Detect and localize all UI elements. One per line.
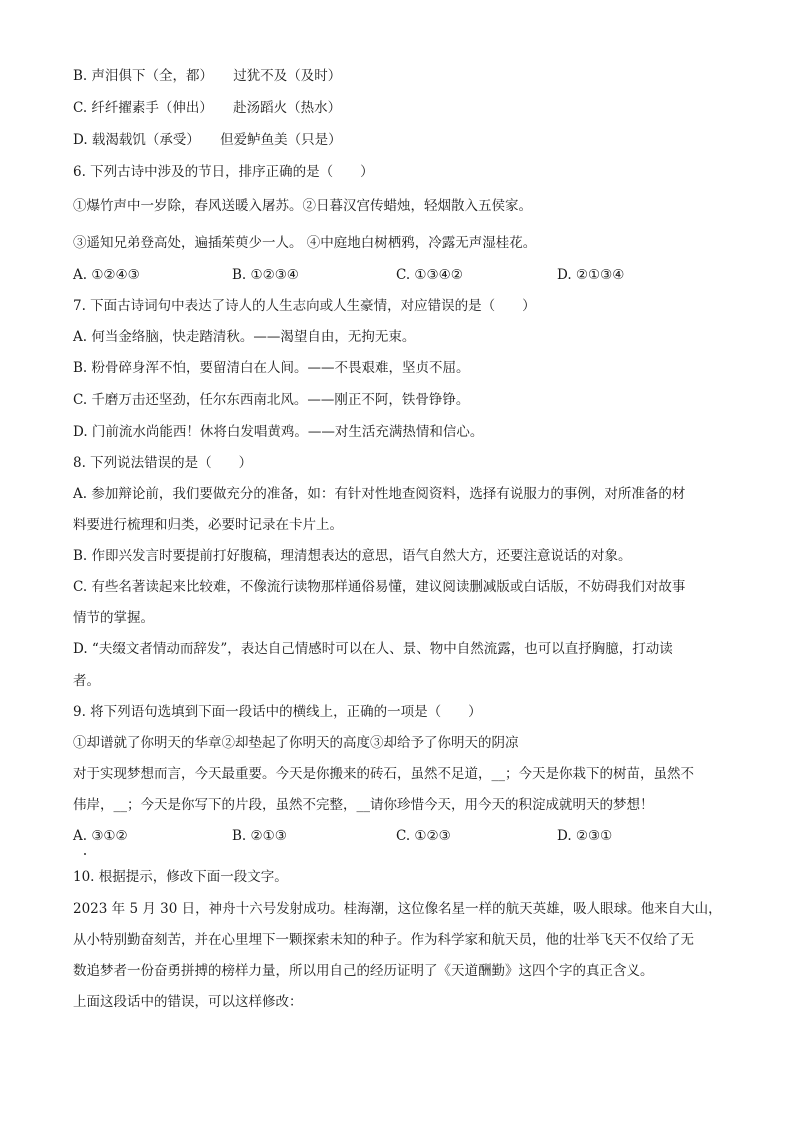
q9-option-c: C. ①②③ [396, 828, 451, 844]
q6-poem-line-1: ①爆竹声中一岁除，春风送暖入屠苏。②日暮汉宫传蜡烛，轻烟散入五侯家。 [73, 198, 532, 214]
q8-option-a-line-1: A. 参加辩论前，我们要做充分的准备，如：有针对性地查阅资料，选择有说服力的事例，对所准备的材 [73, 486, 686, 502]
q6-option-c: C. ①③④② [396, 267, 463, 283]
q10-passage-line-2: 从小特别勤奋刻苦，并在心里埋下一颗探索未知的种子。作为科学家和航天员，他的壮举飞天不仅给了无 [73, 932, 694, 948]
q8-option-a-line-2: 料要进行梳理和归类，必要时记录在卡片上。 [73, 517, 343, 533]
q8-option-d-line-1: D. “夫缀文者情动而辞发”，表达自己情感时可以在人、景、物中自然流露，也可以直抒胸臆，打动读 [73, 641, 673, 657]
q10-answer-prompt: 上面这段话中的错误，可以这样修改： [73, 994, 303, 1010]
q7-option-b: B. 粉骨碎身浑不怕，要留清白在人间。——不畏艰难，坚贞不屈。 [73, 360, 470, 376]
q6-poem-line-2: ③遥知兄弟登高处，遍插茱萸少一人。 ④中庭地白树栖鸦，冷露无声湿桂花。 [73, 235, 537, 251]
q5-option-b: B. 声泪俱下（全，都） 过犹不及（及时） [73, 68, 342, 84]
q5-option-d: D. 载渴载饥（承受） 但爱鲈鱼美（只是） [73, 132, 342, 148]
q10-passage-line-1: 2023 年 5 月 30 日，神舟十六号发射成功。桂海潮，这位像名星一样的航天英雄，吸人眼球。他来自大山， [73, 901, 722, 917]
q5-option-c: C. 纤纤擢素手（伸出） 赴汤蹈火（热水） [73, 100, 342, 116]
q7-option-a: A. 何当金络脑，快走踏清秋。——渴望自由，无拘无束。 [73, 329, 416, 345]
q6-option-b: B. ①②③④ [232, 267, 299, 283]
q6-option-d: D. ②①③④ [557, 267, 625, 283]
q10-passage-line-3: 数追梦者一份奋勇拼搏的榜样力量，所以用自己的经历证明了《天道酬勤》这四个字的真正含义。 [73, 963, 654, 979]
q9-option-a: A. ③①② [73, 828, 128, 844]
q7-stem: 7. 下面古诗词句中表达了诗人的人生志向或人生豪情，对应错误的是（ ） [73, 298, 536, 314]
q7-option-d: D. 门前流水尚能西！休将白发唱黄鸡。——对生活充满热情和信心。 [73, 424, 484, 440]
q9-sentence-choices: ①却谱就了你明天的华章②却垫起了你明天的高度③却给予了你明天的阴凉 [73, 735, 519, 751]
q8-option-c-line-1: C. 有些名著读起来比较难，不像流行读物那样通俗易懂，建议阅读删减版或白话版，不妨碍我们对故事 [73, 579, 686, 595]
q9-option-d: D. ②③① [557, 828, 613, 844]
q8-option-b: B. 作即兴发言时要提前打好腹稿，理清想表达的意思，语气自然大方，还要注意说话的对象。 [73, 548, 632, 564]
q9-option-b: B. ②①③ [232, 828, 287, 844]
q9-passage-line-2: 伟岸，__；今天是你写下的片段，虽然不完整，__请你珍惜今天，用今天的积淀成就明天的梦想！ [73, 797, 654, 813]
q10-stem: 10. 根据提示，修改下面一段文字。 [73, 869, 288, 885]
q9-passage-line-1: 对于实现梦想而言，今天最重要。今天是你搬来的砖石，虽然不足道，__；今天是你栽下的树苗，虽然不 [73, 766, 694, 782]
q6-option-a: A. ①②④③ [73, 267, 140, 283]
q8-option-c-line-2: 情节的掌握。 [73, 610, 154, 626]
q7-option-c: C. 千磨万击还坚劲，任尔东西南北风。——刚正不阿，铁骨铮铮。 [73, 392, 470, 408]
q8-option-d-line-2: 者。 [73, 673, 100, 689]
q9-stem: 9. 将下列语句选填到下面一段话中的横线上，正确的一项是（ ） [73, 704, 482, 720]
q6-stem: 6. 下列古诗中涉及的节日，排序正确的是（ ） [73, 164, 374, 180]
stray-dot [84, 853, 86, 855]
q8-stem: 8. 下列说法错误的是（ ） [73, 455, 253, 471]
